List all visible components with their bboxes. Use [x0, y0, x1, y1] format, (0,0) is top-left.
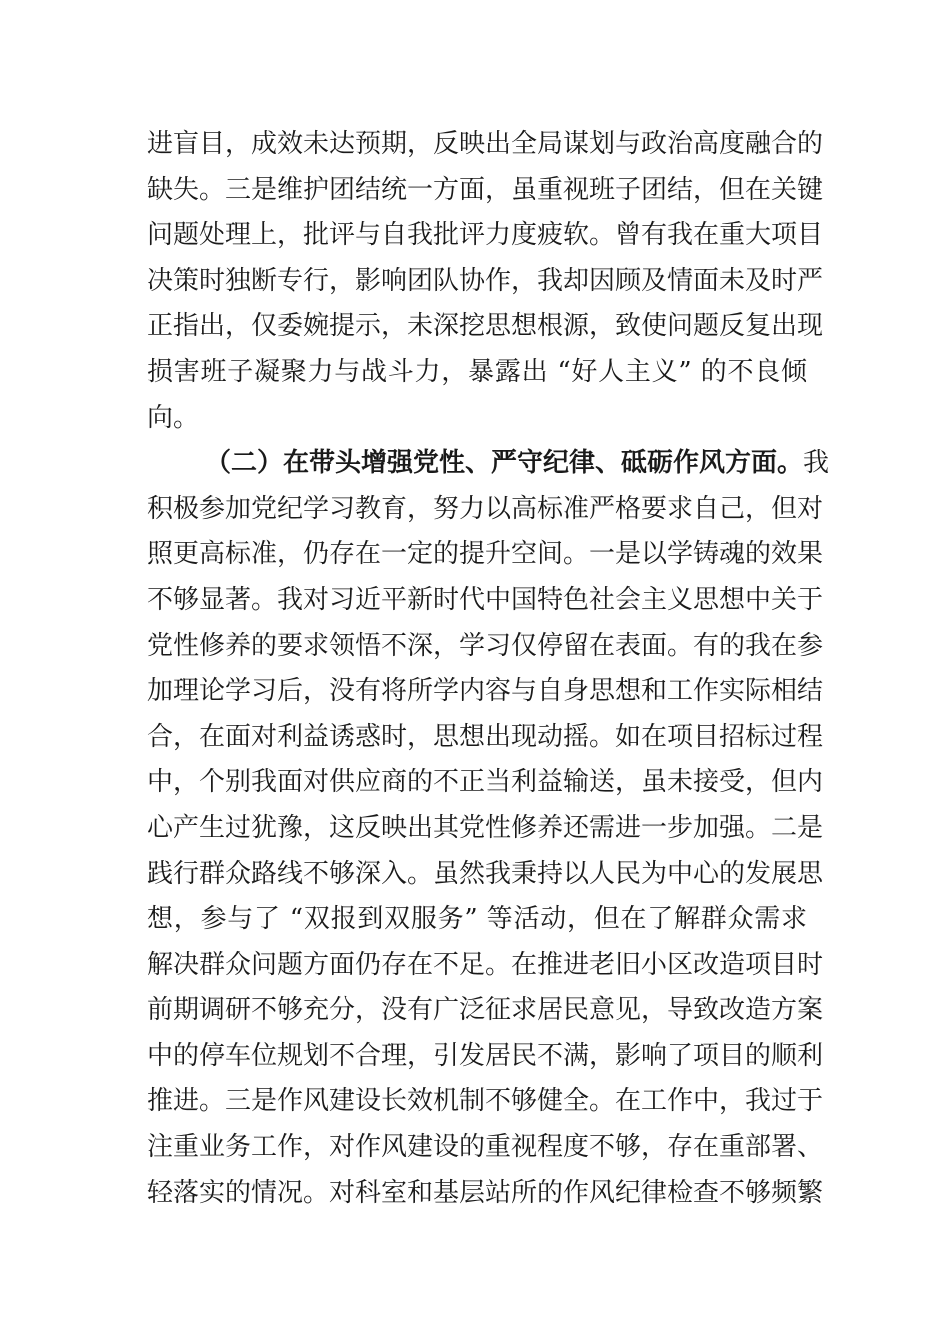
text-line: 解决群众问题方面仍存在不足。在推进老旧小区改造项目时 [147, 949, 824, 980]
text-line: 向。 [147, 402, 200, 433]
text-line: 注重业务工作，对作风建设的重视程度不够，存在重部署、 [147, 1132, 824, 1163]
text-line: 合，在面对利益诱惑时，思想出现动摇。如在项目招标过程 [147, 721, 824, 752]
text-line: 心产生过犹豫，这反映出其党性修养还需进一步加强。二是 [147, 812, 824, 843]
text-line: 想，参与了 “双报到双服务” 等活动，但在了解群众需求 [147, 904, 807, 935]
text-line: 前期调研不够充分，没有广泛征求居民意见，导致改造方案 [147, 995, 824, 1026]
text-line: 推进。三是作风建设长效机制不够健全。在工作中，我过于 [147, 1086, 824, 1117]
section-heading: （二）在带头增强党性、严守纪律、砥砺作风方面。 [205, 448, 804, 479]
text-line: 不够显著。我对习近平新时代中国特色社会主义思想中关于 [147, 584, 824, 615]
text-line: 损害班子凝聚力与战斗力，暴露出 “好人主义” 的不良倾 [147, 356, 807, 387]
text-line: 问题处理上，批评与自我批评力度疲软。曾有我在重大项目 [147, 220, 824, 251]
text-line: 决策时独断专行，影响团队协作，我却因顾及情面未及时严 [147, 265, 824, 296]
text-fragment: 我 [803, 448, 830, 479]
text-line: 中的停车位规划不合理，引发居民不满，影响了项目的顺利 [147, 1040, 824, 1071]
text-line: 党性修养的要求领悟不深，学习仅停留在表面。有的我在参 [147, 630, 824, 661]
section-heading-line [147, 441, 830, 487]
text-line: 缺失。三是维护团结统一方面，虽重视班子团结，但在关键 [147, 174, 824, 205]
text-line: 加理论学习后，没有将所学内容与自身思想和工作实际相结 [147, 676, 824, 707]
text-line: 积极参加党纪学习教育，努力以高标准严格要求自己，但对 [147, 493, 824, 524]
text-line: 照更高标准，仍存在一定的提升空间。一是以学铸魂的效果 [147, 539, 824, 570]
body-text [147, 122, 830, 1216]
text-line: 进盲目，成效未达预期，反映出全局谋划与政治高度融合的 [147, 129, 824, 159]
text-line: 践行群众路线不够深入。虽然我秉持以人民为中心的发展思 [147, 858, 824, 889]
text-line: 轻落实的情况。对科室和基层站所的作风纪律检查不够频繁 [147, 1177, 824, 1208]
text-line: 中，个别我面对供应商的不正当利益输送，虽未接受，但内 [147, 767, 824, 798]
text-line: 正指出，仅委婉提示，未深挖思想根源，致使问题反复出现 [147, 311, 824, 342]
